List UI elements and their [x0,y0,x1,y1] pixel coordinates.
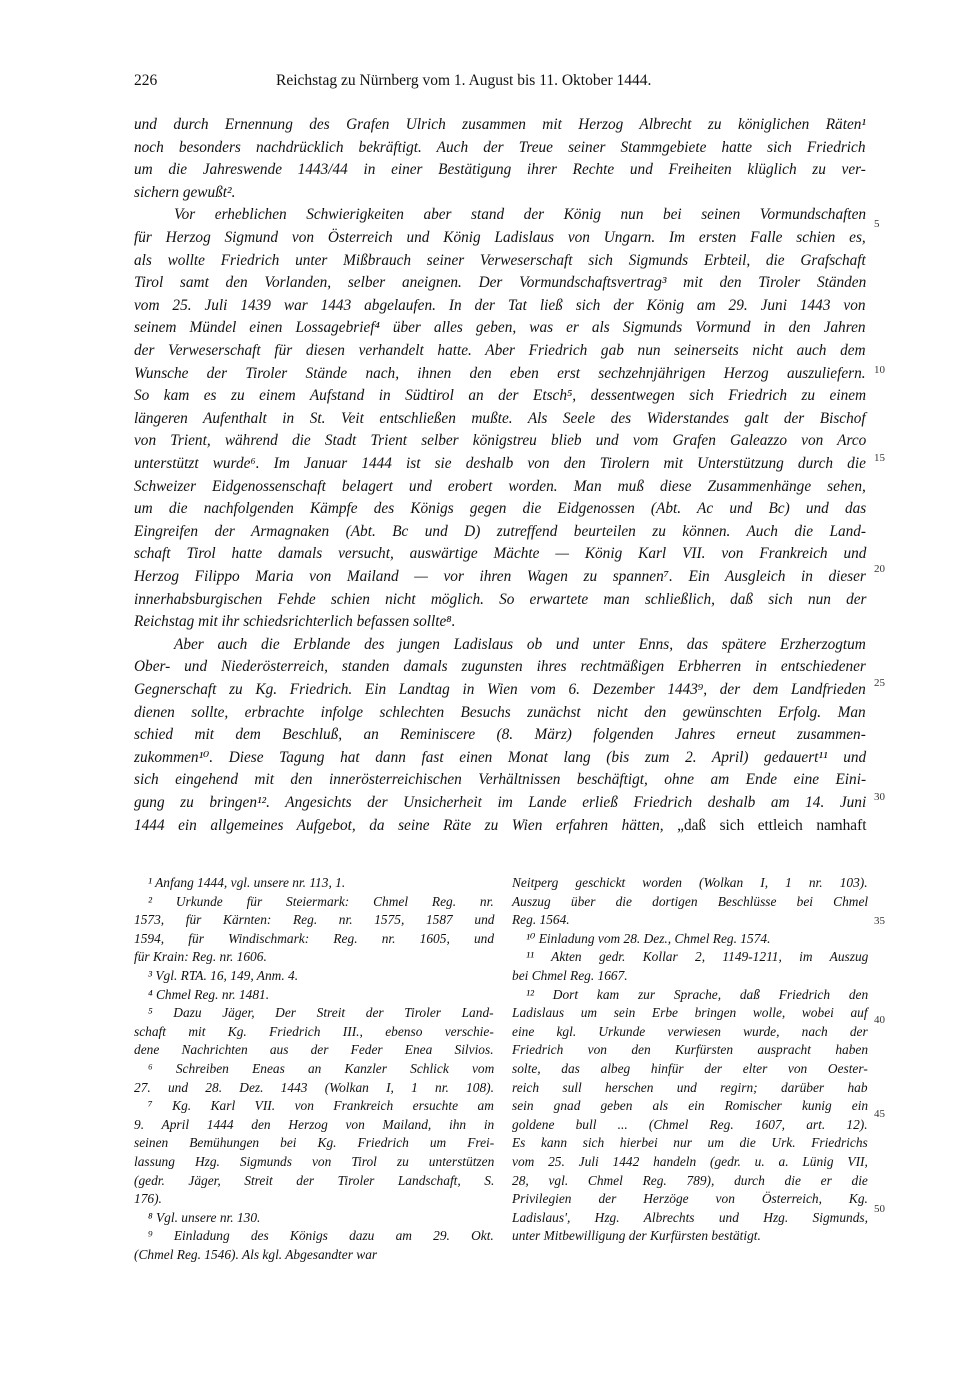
body-line: innerhabsburgischen Fehde schien nicht möglich. So erwartete man schließlich, daß sich nun der [134,590,867,608]
body-line: um die Jahreswende 1443/44 in einer Bestätigung ihrer Rechte und Freiheiten klüglich zu ver- [134,161,866,179]
body-line: der Verweserschaft für diesen verhandelt hatte. Aber Friedrich gab nun seinerseits nicht auch dem [134,342,866,359]
footnote-line-right: Friedrich von den Kurfürsten auspracht haben [512,1042,869,1058]
body-line: Tirol samt den Vorlanden, selber aneignen. Der Vormundschaftsvertrag³ mit den Tiroler Ständen [134,274,867,292]
body-line: Reichstag mit ihr schiedsrichterlich befassen sollte⁸. [134,613,456,631]
body-line: seinem Mündel einen Lossagebrief⁴ über alles geben, was er als Sigmunds Vormund in den Jahren [134,319,866,337]
margin-line-number: 10 [874,364,885,376]
margin-line-number: 40 [874,1014,885,1026]
body-line: schied mit dem Beschluß, an Reminiscere (8. März) folgenden Jahres erneut zusammen- [134,726,866,744]
body-line: unterstützt wurde⁶. Im Januar 1444 ist sie deshalb von den Tirolern mit Unterstützung durch die [134,455,866,472]
footnote-line-right: reich sull herschen und regirn; darüber hab [512,1079,868,1095]
footnote-line-left: ³ Vgl. RTA. 16, 149, Anm. 4. [148,968,299,983]
footnote-line-right: Reg. 1564. [512,912,570,928]
body-line: von Trient, während die Stadt Trient selber königstreu blieb und vom Grafen Galeazzo von Arco [134,432,867,450]
body-line: Gegnerschaft zu Kg. Friedrich. Ein Landtag in Wien vom 6. Dezember 1443⁹, der dem Landfrieden [134,681,866,698]
footnote-line-right: ¹² Dort kam zur Sprache, daß Friedrich den [526,986,869,1002]
running-head: Reichstag zu Nürnberg vom 1. August bis 11. Oktober 1444. [276,72,652,89]
body-line: dienen sollte, erbrachte infolge schlechten Besuchs zunächst nicht den gewünschten Erfolg. Man [134,703,866,721]
footnote-line-left: dene Nachrichten aus der Feder Enea Silvios. [134,1042,494,1058]
body-line: für Herzog Sigmund von Österreich und König Ladislaus von Ungarn. Im ersten Falle schien es, [134,229,866,246]
footnote-line-left: schaft mit Kg. Friedrich III., ebenso verschie- [134,1023,494,1039]
body-line: Herzog Filippo Maria von Mailand — vor ihren Wagen zu spannen⁷. Ein Ausgleich in dieser [134,568,866,585]
footnote-line-left: ⁷ Kg. Karl VII. von Frankreich ersuchte am [148,1098,494,1114]
body-line-last-quote: „daß sich ettleich namhaft [677,816,867,834]
body-line: Wunsche der Tiroler Stände nach, ihnen den eben erst sechzehnjährigen Herzog auszuliefern. [134,364,866,382]
footnote-line-right: Auszug über die dortigen Beschlüsse bei Chmel [512,893,869,909]
margin-line-number: 25 [874,677,885,689]
margin-line-number: 35 [874,915,885,927]
footnote-line-left: ⁸ Vgl. unsere nr. 130. [148,1209,261,1225]
body-line: Eingreifen der Armagnaken (Abt. Bc und D) zutreffend beurteilen zu können. Auch die Land- [134,522,866,540]
margin-line-number: 15 [874,452,885,464]
body-line: sichern gewußt². [134,183,236,201]
body-line: zukommen¹⁰. Diese Tagung hat dann fast einen Monat lang (bis zum 2. April) gedauert¹¹ und [134,748,867,766]
margin-line-number: 45 [874,1108,885,1120]
footnote-line-left: ² Urkunde für Steiermark: Chmel Reg. nr. [148,893,494,909]
footnote-line-right: eine kgl. Urkunde verwiesen wurde, nach der [512,1023,868,1039]
page-number: 226 [134,72,158,89]
body-line-last-italic: 1444 ein allgemeines Aufgebot, da seine Räte zu Wien erfahren hätten, [134,816,678,834]
footnote-line-right: Ladislaus um sein Erbe bringen wolle, wobei auf [512,1005,868,1021]
footnote-line-left: lassung Hzg. Sigmunds von Tirol zu unterstützen [134,1154,495,1169]
body-line: gung zu bringen¹². Angesichts der Unsicherheit im Lande erließ Friedrich deshalb am 14. Juni [134,794,867,811]
footnote-line-right: Privilegien der Herzöge von Österreich, Kg. [512,1191,868,1207]
footnote-line-right: solte, das albeg hinfür der elter von Oester- [512,1061,868,1076]
footnote-line-right: ¹¹ Akten gedr. Kollar 2, 1149-1211, im Auszug [526,949,869,965]
body-line: Aber auch die Erblande des jungen Ladislaus ob und unter Enns, das spätere Erzherzogtum [174,635,866,653]
footnote-line-left: (gedr. Jäger, Streit der Tiroler Landschaft, S. [134,1172,495,1188]
margin-line-number: 5 [874,218,880,230]
body-line: schaft Tirol hatte damals versucht, auswärtige Mächte — König Karl VII. von Frankreich und [134,545,867,563]
footnote-line-left: seinen Bemühungen bei Kg. Friedrich um Frei- [134,1135,495,1151]
footnote-line-left: 176). [134,1191,162,1207]
body-line: vom 25. Juli 1439 war 1443 abgelaufen. In der Tat ließ sich der König am 29. Juni 1443 von [134,296,866,314]
body-line: als wollte Friedrich unter Mißbrauch seiner Verweserschaft sich Sigmunds Erbteil, die Grafschaft [134,251,866,269]
body-line: Ober- und Niederösterreich, standen damals zugunsten ihres rechtmäßigen Erbherren in entschiedener [134,658,866,676]
footnote-line-left: ⁹ Einladung des Königs dazu am 29. Okt. [148,1228,494,1244]
footnote-line-left: ⁴ Chmel Reg. nr. 1481. [148,986,270,1002]
footnote-line-left: 27. und 28. Dez. 1443 (Wolkan I, 1 nr. 108). [134,1079,494,1095]
page-header [134,72,864,96]
footnote-line-right: Neitperg geschickt worden (Wolkan I, 1 nr. 103). [512,875,868,890]
body-line-last [134,815,866,836]
body-line: So kam es zu einem Aufstand in Südtirol an der Etsch⁵, dessentwegen sich Friedrich zu einem [134,387,867,405]
body-line: längeren Aufenthalt in St. Veit entschließen mußte. Als Seele des Widerstandes galt der Bischof [134,409,866,427]
footnote-line-right: Ladislaus', Hzg. Albrechts und Hzg. Sigmunds, [512,1209,868,1225]
footnote-line-right: vom 25. Juli 1442 handeln (gedr. u. a. Lünig VII, [512,1154,868,1169]
body-line: um die nachfolgenden Kämpfe des Königs gegen die Eidgenossen (Abt. Ac und Bc) und das [134,500,867,518]
footnote-line-left: für Krain: Reg. nr. 1606. [134,949,267,965]
footnote-line-left: 1594, für Windischmark: Reg. nr. 1605, und [134,930,495,946]
body-line: Schweizer Eidgenossenschaft belagert und erobert worden. Man muß diese Zusammenhänge sehen, [134,477,866,495]
footnote-line-right: 28, vgl. Chmel Reg. 789), durch die er die [512,1172,868,1188]
footnote-line-left: (Chmel Reg. 1546). Als kgl. Abgesandter war [134,1247,378,1262]
body-line: Vor erheblichen Schwierigkeiten aber stand der König nun bei seinen Vormundschaften [174,206,867,224]
margin-line-number: 30 [874,791,885,803]
body-line: und durch Ernennung des Grafen Ulrich zusammen mit Herzog Albrecht zu königlichen Räten¹ [134,116,866,133]
margin-line-number: 20 [874,563,885,575]
footnote-line-left: 1573, für Kärnten: Reg. nr. 1575, 1587 und [134,912,495,928]
footnote-line-left: ⁵ Dazu Jäger, Der Streit der Tiroler Land- [148,1005,494,1021]
margin-line-number: 50 [874,1203,885,1215]
footnote-line-right: unter Mitbewilligung der Kurfürsten bestätigt. [512,1228,761,1244]
footnote-line-right: goldene bull ... (Chmel Reg. 1607, art. 12). [512,1116,868,1132]
footnote-line-right: Es kann sich hierbei nur um die Urk. Friedrichs [512,1135,868,1151]
footnote-line-left: ¹ Anfang 1444, vgl. unsere nr. 113, 1. [148,875,346,890]
footnote-line-right: ¹⁰ Einladung vom 28. Dez., Chmel Reg. 1574. [526,930,771,946]
footnote-line-left: 9. April 1444 den Herzog von Mailand, ihn in [134,1116,495,1132]
footnote-line-right: bei Chmel Reg. 1667. [512,968,628,983]
body-line: sich eingehend mit den innerösterreichischen Verhältnissen beschäftigt, ohne am Ende eine Eini- [134,771,867,789]
body-line: noch besonders nachdrücklich bekräftigt. Auch der Treue seiner Stammgebiete hatte sich Friedrich [134,138,866,156]
footnote-line-left: ⁶ Schreiben Eneas an Kanzler Schlick vom [148,1061,495,1076]
footnote-line-right: sein gnad geben als ein Romischer kunig ein [512,1098,869,1114]
